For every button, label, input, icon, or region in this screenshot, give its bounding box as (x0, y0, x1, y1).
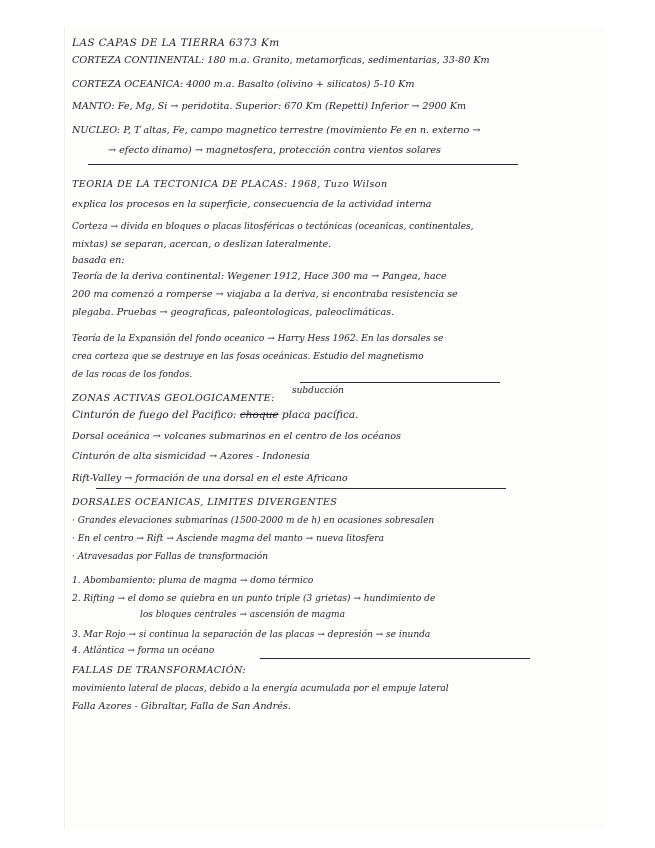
line-based-on: basada en: (72, 255, 125, 266)
line-drift-evidence: plegaba. Pruebas → geograficas, paleontologicas, paleoclimáticas. (72, 307, 395, 318)
line-oceanic-crust: CORTEZA OCEANICA: 4000 m.a. Basalto (olivino + silicatos) 5-10 Km (72, 79, 415, 90)
line-step-2-continued: los bloques centrales → ascensión de magma (140, 610, 345, 620)
line-fault-examples: Falla Azores - Gibraltar, Falla de San Andrés. (72, 701, 291, 712)
line-rift-valley: Rift-Valley → formación de una dorsal en el este Africano (72, 473, 348, 484)
divider (260, 658, 530, 659)
title-plate-tectonics: TEORIA DE LA TECTONICA DE PLACAS: 1968, Tuzo Wilson (72, 179, 388, 190)
title-active-zones: ZONAS ACTIVAS GEOLOGICAMENTE: (72, 393, 275, 404)
line-transform-faults: · Atravesadas por Fallas de transformación (72, 552, 269, 562)
line-core-continued: → efecto dinamo) → magnetosfera, protección contra vientos solares (108, 145, 441, 156)
line-crust-blocks: Corteza → divida en bloques o placas litosféricas o tectónicas (oceanicas, continentales, (72, 222, 474, 232)
line-spreading-rocks: de las rocas de los fondos. (72, 370, 193, 380)
ring-of-fire-label: Cinturón de fuego del Pacifico: (72, 409, 237, 421)
note-subduction: subducción (292, 386, 344, 396)
title-earth-layers: LAS CAPAS DE LA TIERRA 6373 Km (72, 37, 280, 49)
line-mixed: mixtas) se separan, acercan, o deslizan lateralmente. (72, 239, 332, 250)
line-seafloor-spreading: Teoría de la Expansión del fondo oceanico → Harry Hess 1962. En las dorsales se (72, 334, 444, 344)
line-core: NUCLEO: P, T altas, Fe, campo magnetico terrestre (movimiento Fe en n. externo → (72, 125, 481, 136)
line-drift-detail: 200 ma comenzó a romperse → viajaba a la deriva, si encontraba resistencia se (72, 289, 458, 300)
divider (300, 382, 500, 383)
line-step-1: 1. Abombamiento: pluma de magma → domo térmico (72, 576, 314, 586)
title-transform-faults: FALLAS DE TRANSFORMACIÓN: (72, 665, 247, 676)
line-explains: explica los procesos en la superficie, consecuencia de la actividad interna (72, 199, 432, 210)
line-continental-crust: CORTEZA CONTINENTAL: 180 m.a. Granito, metamorficas, sedimentarias, 33-80 Km (72, 55, 490, 66)
line-mantle: MANTO: Fe, Mg, Si → peridotita. Superior: 670 Km (Repetti) Inferior → 2900 Km (72, 101, 467, 112)
line-ring-of-fire (72, 408, 358, 422)
struck-word: choque (239, 409, 279, 421)
line-spreading-detail: crea corteza que se destruye en las fosas oceánicas. Estudio del magnetismo (72, 352, 424, 362)
line-step-4: 4. Atlántica → forma un océano (72, 646, 215, 656)
line-continental-drift: Teoría de la deriva continental: Wegener 1912, Hace 300 ma → Pangea, hace (72, 271, 447, 282)
line-ridge-center: · En el centro → Rift → Asciende magma del manto → nueva litosfera (72, 534, 384, 544)
line-seismic-belt: Cinturón de alta sismicidad → Azores - Indonesia (72, 451, 310, 462)
line-step-2: 2. Rifting → el domo se quiebra en un punto triple (3 grietas) → hundimiento de (72, 594, 436, 604)
line-oceanic-ridge: Dorsal oceánica → volcanes submarinos en el centro de los océanos (72, 431, 401, 442)
line-step-3: 3. Mar Rojo → si continua la separación de las placas → depresión → se inunda (72, 630, 431, 640)
line-ridge-elevations: · Grandes elevaciones submarinas (1500-2000 m de h) en ocasiones sobresalen (72, 516, 435, 526)
title-ocean-ridges: DORSALES OCEANICAS, LIMITES DIVERGENTES (72, 497, 338, 508)
ring-of-fire-plate: placa pacífica. (281, 409, 359, 421)
line-lateral-movement: movimiento lateral de placas, debido a la energía acumulada por el empuje lateral (72, 684, 449, 694)
divider (96, 488, 506, 489)
divider (88, 164, 518, 165)
